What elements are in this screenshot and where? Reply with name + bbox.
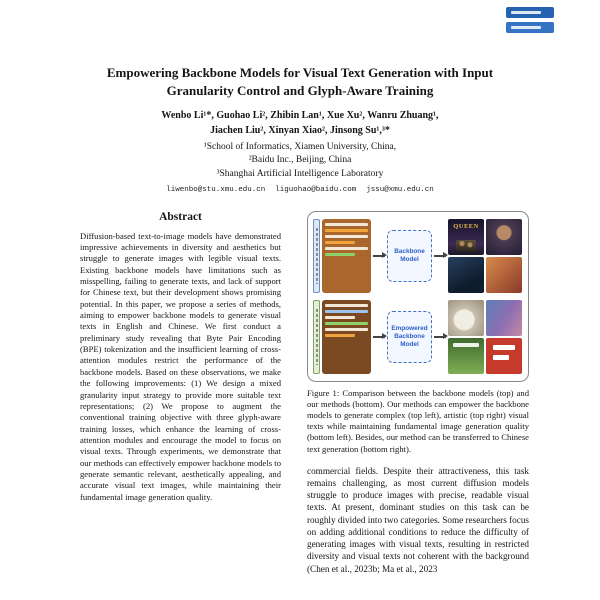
queen-poster-figures	[456, 240, 476, 252]
abstract-heading: Abstract	[159, 210, 202, 223]
prompt-box	[322, 219, 371, 293]
author-line: Wenbo Li¹*, Guohao Li², Zhibin Lan¹, Xue Xu², Wanru Zhuang¹,	[161, 110, 439, 122]
arrow-right-icon	[434, 336, 446, 338]
generated-image-grid-bottom	[448, 300, 522, 374]
backbone-model-box: Backbone Model	[387, 230, 432, 282]
arrow-right-icon	[373, 255, 385, 257]
prompt-text-line	[325, 235, 368, 238]
affiliation-line: ¹School of Informatics, Xiamen University, China,	[203, 142, 397, 153]
prompt-text-line	[325, 322, 368, 325]
corner-badge-icon	[506, 22, 554, 33]
corner-badge-icon	[506, 7, 554, 18]
affiliations	[0, 141, 600, 180]
arrow-right-icon	[434, 255, 446, 257]
generated-image	[486, 219, 522, 255]
generated-image-grid-top	[448, 219, 522, 293]
chinese-text-mark	[493, 355, 509, 360]
cat-image	[448, 300, 484, 336]
figure-row-backbone	[313, 219, 523, 293]
chinese-text-mark	[493, 345, 515, 350]
right-column	[307, 211, 529, 575]
prompt-text-line	[325, 316, 355, 319]
paper-title: Empowering Backbone Models for Visual Text Generation with Input Granularity Control and Glyph-Aware Training	[106, 65, 494, 99]
visual-text-mark	[453, 343, 479, 347]
email-address: liwenbo@stu.xmu.edu.cn	[166, 185, 266, 194]
generated-image	[448, 257, 484, 293]
email-address: liguohao@baidu.com	[275, 185, 357, 194]
affiliation-line: ³Shanghai Artificial Intelligence Laboratory	[216, 168, 384, 179]
prompt-text-line	[325, 223, 368, 226]
left-column	[71, 211, 290, 575]
figure-row-empowered	[313, 300, 523, 374]
raw-input-label-strip	[313, 219, 320, 293]
arrow-right-icon	[373, 336, 385, 338]
figure-1-caption: Figure 1: Comparison between the backbone models (top) and our methods (bottom). Our methods can empower the backbone models to generate complex (top left), artistic (top right) visual texts while maintaining fundamental image generation quality (bottom left). Besides, our method can be transferred to Chinese text generation (bottom right).	[307, 387, 529, 454]
prompt-text-line	[325, 241, 355, 244]
abstract-text: Diffusion-based text-to-image models have demonstrated impressive achievements in diversity and aesthetics but struggle to generate images with legible visual texts. Existing backbone models have limitations such as misspelling, failing to generate texts, and lack of support for Chinese text, but their development shows promising potential. In this paper, we propose a series of methods, aiming to empower backbone models to generate visual texts in English and Chinese. We first conduct a preliminary study revealing that Byte Pair Encoding (BPE) tokenization and the insufficient learning of cross-attention modules restrict the performance of the backbone models. Based on these observations, we make the following improvements: (1) We design a mixed granularity input strategy to provide more suitable text representations; (2) We propose to augment the conventional training objective with three glyph-aware training losses, which enhance the learning of cross-attention modules and encourage the model to focus on visual texts. Through experiments, we demonstrate that our methods can effectively empower backbone models to generate semantic relevant, aesthetically appealing, and accurate visual text images, while maintaining their fundamental image generation quality.	[80, 230, 281, 502]
mixed-granularity-input-label-strip	[313, 300, 320, 374]
chinese-poster-image	[486, 338, 522, 374]
prompt-text-line	[325, 304, 368, 307]
queen-poster-image	[448, 219, 484, 255]
author-line: Jiachen Liu², Xinyan Xiao², Jinsong Su¹,³*	[210, 124, 390, 136]
figure-1-diagram	[307, 211, 529, 382]
generated-image	[448, 338, 484, 374]
author-list	[0, 109, 600, 138]
generated-image	[486, 257, 522, 293]
empowered-backbone-model-box: Empowered Backbone Model	[387, 311, 432, 363]
top-right-badges	[506, 7, 554, 33]
prompt-text-line	[325, 247, 368, 250]
introduction-paragraph: commercial fields. Despite their attractiveness, this task remains challenging, as most current diffusion models struggle to produce images with precise, readable visual texts. At present, dominant studies on this task can be roughly divided into two categories. Some researchers focus on adding additional conditions to reduce the difficulty of generating images with visual texts, resulting in restricted diversity and visual texts not coherent with the background (Chen et al., 2023b; Ma et al., 2023	[307, 465, 529, 574]
affiliation-line: ²Baidu Inc., Beijing, China	[248, 155, 352, 166]
email-line	[0, 186, 600, 194]
prompt-text-line	[325, 328, 368, 331]
two-column-layout	[0, 211, 600, 575]
prompt-text-line	[325, 229, 368, 232]
prompt-text-line	[325, 310, 368, 313]
prompt-text-line	[325, 253, 355, 256]
prompt-box	[322, 300, 371, 374]
queen-poster-text: QUEEN	[453, 222, 479, 230]
email-address: jssu@xmu.edu.cn	[366, 185, 434, 194]
prompt-text-line	[325, 334, 355, 337]
generated-image	[486, 300, 522, 336]
